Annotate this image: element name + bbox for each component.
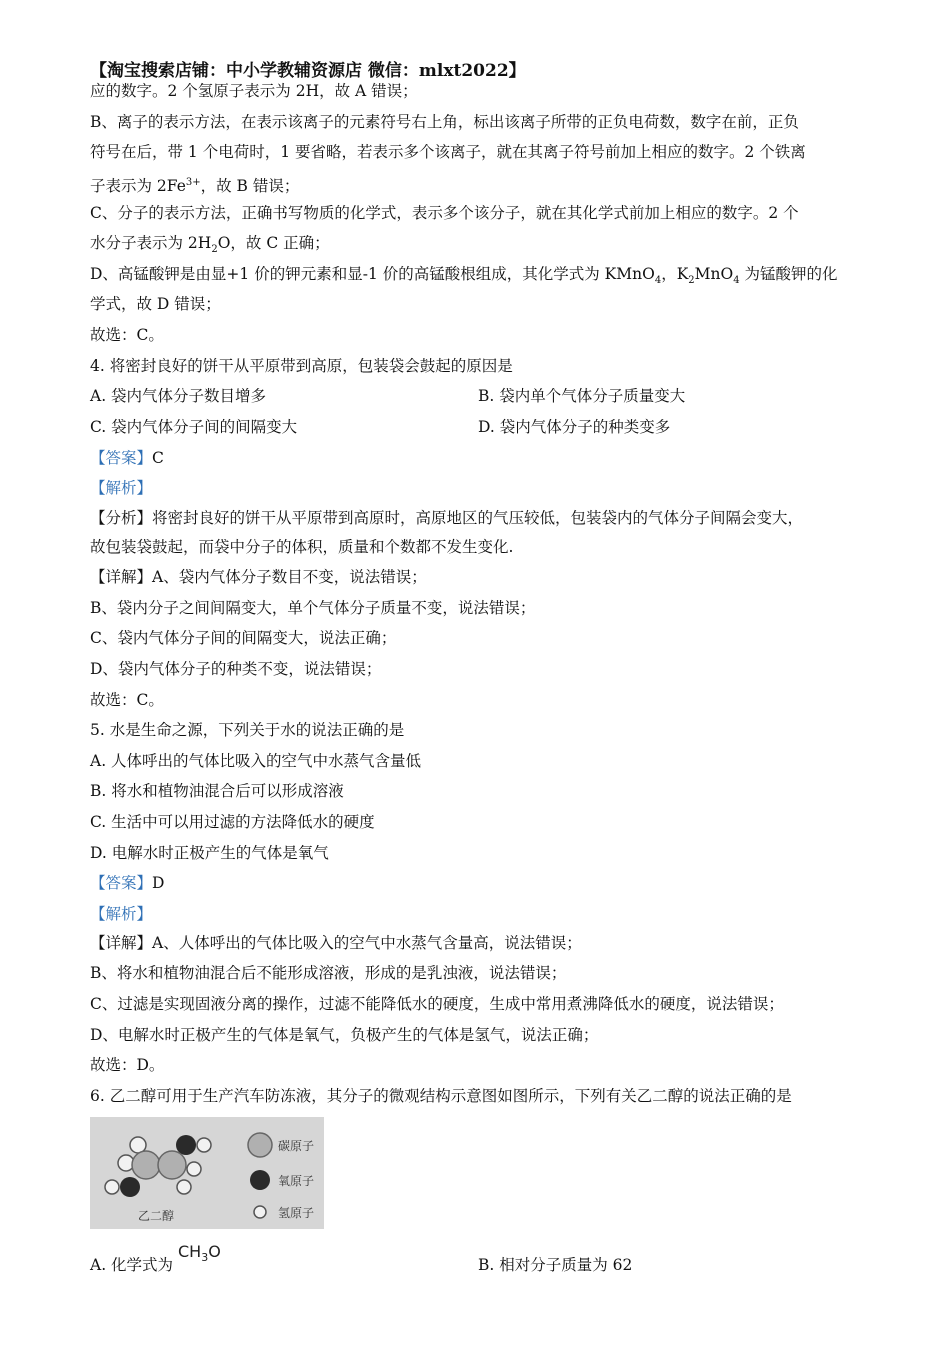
q4-detail-c: C、袋内气体分子间的间隔变大，说法正确； [90, 629, 397, 647]
q5-analysis-tag: 【解析】 [90, 905, 153, 923]
question-4-stem: 4. 将密封良好的饼干从平原带到高原，包装袋会鼓起的原因是 [90, 357, 513, 375]
answer-value: C [152, 449, 164, 467]
detail-tag: 【详解】 [90, 568, 153, 586]
legend-carbon-label: 碳原子 [278, 1139, 315, 1153]
shop-header: 【淘宝搜索店铺：中小学教辅资源店 微信：mlxt2022】 [90, 61, 526, 81]
subscript: 4 [654, 275, 662, 287]
fenxi-tag: 【分析】 [90, 509, 153, 527]
text-segment: 子表示为 2Fe [90, 177, 186, 196]
q4-option-c: C. 袋内气体分子间的间隔变大 [90, 418, 298, 436]
q6-option-b: B. 相对分子质量为 62 [478, 1256, 633, 1274]
q4-option-d: D. 袋内气体分子的种类变多 [478, 418, 671, 436]
text-segment: ，K [661, 265, 689, 283]
question-6-stem: 6. 乙二醇可用于生产汽车防冻液，其分子的微观结构示意图如图所示，下列有关乙二醇的说法正确的是 [90, 1087, 792, 1105]
hydrogen-atom [177, 1180, 191, 1194]
q5-option-b: B. 将水和植物油混合后可以形成溶液 [90, 782, 344, 800]
text-segment: MnO [694, 265, 734, 283]
superscript: 3+ [185, 177, 201, 188]
q4-fenxi-line [90, 507, 803, 529]
q4-answer [90, 447, 164, 469]
hydrogen-atom [105, 1180, 119, 1194]
text-segment: A、袋内气体分子数目不变，说法错误； [152, 568, 427, 586]
text-segment: 水分子表示为 2H [90, 234, 212, 252]
hydrogen-atom [187, 1162, 201, 1176]
legend-carbon-symbol [248, 1133, 272, 1157]
q4-choose: 故选：C。 [90, 691, 164, 709]
q5-choose: 故选：D。 [90, 1056, 165, 1074]
q5-option-d: D. 电解水时正极产生的气体是氧气 [90, 844, 329, 862]
q5-detail-d: D、电解水时正极产生的气体是氧气，负极产生的气体是氢气，说法正确； [90, 1026, 599, 1044]
text-line-kmno4 [90, 263, 838, 292]
hydrogen-atom [197, 1138, 211, 1152]
q5-option-a: A. 人体呼出的气体比吸入的空气中水蒸气含量低 [90, 752, 422, 770]
text-line: 符号在后，带 1 个电荷时，1 要省略，若表示多个该离子，就在其离子符号前加上相应的数字。2 个铁离 [90, 143, 806, 161]
text-segment: ，故 B 错误； [200, 177, 300, 196]
answer-value: D [152, 874, 165, 892]
q5-option-c: C. 生活中可以用过滤的方法降低水的硬度 [90, 813, 375, 831]
q4-detail-b: B、袋内分子之间间隔变大，单个气体分子质量不变，说法错误； [90, 599, 536, 617]
text-segment: D、高锰酸钾是由显+1 价的钾元素和显-1 价的高锰酸根组成，其化学式为 KMnO [90, 265, 655, 283]
text-segment: 为锰酸钾的化 [739, 265, 838, 283]
question-5-stem: 5. 水是生命之源，下列关于水的说法正确的是 [90, 721, 405, 739]
carbon-atom [132, 1151, 160, 1179]
text-segment: A、人体呼出的气体比吸入的空气中水蒸气含量高，说法错误； [152, 934, 582, 952]
detail-tag: 【详解】 [90, 934, 153, 952]
q6-option-a-formula [178, 1242, 221, 1264]
q4-detail-line [90, 566, 427, 588]
q5-detail-b: B、将水和植物油混合后不能形成溶液，形成的是乳浊液，说法错误； [90, 964, 567, 982]
q6-option-a: A. 化学式为 [90, 1256, 174, 1274]
subscript: 2 [688, 275, 695, 287]
legend-hydrogen-label: 氢原子 [278, 1206, 315, 1220]
q5-detail-c: C、过滤是实现固液分离的操作，过滤不能降低水的硬度，生成中常用煮沸降低水的硬度，说法错误； [90, 995, 784, 1013]
text-line-fe-ion [90, 172, 299, 197]
legend-oxygen-symbol [250, 1170, 270, 1190]
subscript: 2 [211, 244, 218, 256]
answer-tag: 【答案】 [90, 449, 153, 467]
q4-detail-d: D、袋内气体分子的种类不变，说法错误； [90, 660, 382, 678]
q4-option-b: B. 袋内单个气体分子质量变大 [478, 387, 686, 405]
text-line: C、分子的表示方法，正确书写物质的化学式，表示多个该分子，就在其化学式前加上相应的数字。2 个 [90, 204, 799, 222]
figure-caption: 乙二醇 [138, 1209, 175, 1223]
q5-detail-line [90, 932, 582, 954]
text-line: 故选：C。 [90, 326, 164, 344]
formula-segment: O [208, 1242, 221, 1261]
subscript: 3 [201, 1251, 209, 1265]
text-line: 应的数字。2 个氢原子表示为 2H，故 A 错误； [90, 82, 418, 100]
formula-segment: CH [178, 1242, 202, 1261]
carbon-atom [158, 1151, 186, 1179]
oxygen-atom [120, 1177, 140, 1197]
legend-hydrogen-symbol [254, 1206, 266, 1218]
text-segment: 将密封良好的饼干从平原带到高原时，高原地区的气压较低，包装袋内的气体分子间隔会变大， [152, 509, 804, 527]
q5-answer [90, 872, 164, 894]
oxygen-atom [176, 1135, 196, 1155]
legend-oxygen-label: 氧原子 [278, 1174, 315, 1188]
text-segment: O，故 C 正确； [217, 234, 330, 252]
q4-analysis-tag: 【解析】 [90, 479, 153, 497]
ethylene-glycol-molecule-figure [90, 1117, 324, 1229]
text-line: 学式，故 D 错误； [90, 295, 221, 313]
subscript: 4 [733, 275, 740, 287]
answer-tag: 【答案】 [90, 874, 153, 892]
text-line-h2o [90, 232, 330, 261]
q4-fenxi-line-2: 故包装袋鼓起，而袋中分子的体积，质量和个数都不发生变化. [90, 538, 514, 556]
q4-option-a: A. 袋内气体分子数目增多 [90, 387, 267, 405]
text-line: B、离子的表示方法，在表示该离子的元素符号右上角，标出该离子所带的正负电荷数，数字在前，正负 [90, 113, 799, 131]
